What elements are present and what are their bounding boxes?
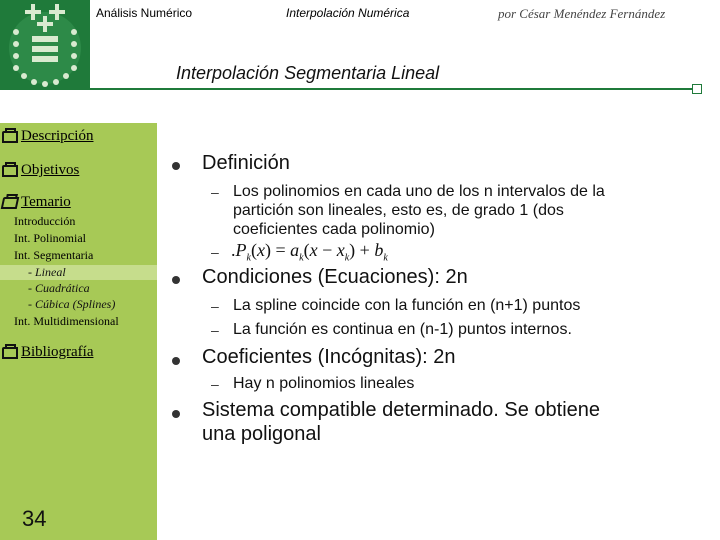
sidebar-item-int-segmentaria[interactable]: Int. Segmentaria [14, 248, 94, 262]
sidebar-item-lineal[interactable]: - Lineal [28, 265, 66, 279]
sidebar-link-label: Descripción [21, 128, 94, 144]
sidebar-item-int-polinomial[interactable]: Int. Polinomial [14, 231, 86, 245]
sidebar [0, 123, 157, 540]
bullet-icon [172, 357, 180, 365]
page-title: Interpolación Segmentaria Lineal [176, 63, 440, 83]
title-divider [80, 88, 700, 90]
bullet-sistema-line2: una poligonal [202, 423, 321, 445]
condiciones-item-1: La spline coincide con la función en (n+1) puntos [233, 297, 581, 314]
header-course: Análisis Numérico [96, 6, 193, 20]
page-number: 34 [22, 506, 47, 531]
dash-icon: – [211, 376, 219, 392]
bullet-icon [172, 410, 180, 418]
sidebar-item-introduccion[interactable]: Introducción [14, 214, 76, 228]
sidebar-link-bibliografia[interactable] [2, 344, 93, 361]
folder-icon [2, 165, 18, 177]
sidebar-item-int-multidimensional[interactable]: Int. Multidimensional [14, 314, 119, 328]
bullet-icon [172, 162, 180, 170]
definicion-text-line2: partición son lineales, esto es, de grado 1 (dos [233, 202, 564, 219]
folder-icon [2, 131, 18, 143]
bullet-condiciones: Condiciones (Ecuaciones): 2n [202, 266, 468, 288]
sidebar-link-label: Bibliografía [21, 344, 94, 360]
dash-icon: – [211, 184, 219, 200]
bullet-icon [172, 276, 180, 284]
sidebar-link-descripcion[interactable] [2, 128, 93, 145]
bullet-coeficientes: Coeficientes (Incógnitas): 2n [202, 346, 456, 368]
open-folder-icon [1, 197, 20, 209]
dash-icon: – [211, 298, 219, 314]
sidebar-link-label: Temario [21, 194, 71, 210]
header-topic: Interpolación Numérica [286, 6, 410, 20]
dash-icon: – [211, 322, 219, 338]
definicion-text-line1: Los polinomios en cada uno de los n intervalos de la [233, 183, 605, 200]
condiciones-item-2: La función es continua en (n-1) puntos internos. [233, 321, 572, 338]
sidebar-highlight-current [0, 265, 157, 280]
sidebar-link-temario[interactable] [2, 194, 71, 211]
sidebar-item-cubica-splines[interactable]: - Cúbica (Splines) [28, 297, 116, 311]
folder-icon [2, 347, 18, 359]
sidebar-link-label: Objetivos [21, 162, 80, 178]
bullet-sistema-line1: Sistema compatible determinado. Se obtiene [202, 399, 601, 421]
bullet-definicion: Definición [202, 152, 290, 174]
coeficientes-item-1: Hay n polinomios lineales [233, 375, 415, 392]
definicion-text-line3: coeficientes cada polinomio) [233, 221, 435, 238]
sidebar-link-objetivos[interactable] [2, 162, 79, 179]
header-author: por César Menéndez Fernández [498, 6, 666, 21]
sidebar-item-cuadratica[interactable]: - Cuadrática [28, 281, 90, 295]
formula-polinomio: $.P_k(x) = a_k(x - x_k) + b_k$ [231, 240, 388, 264]
dash-icon: – [211, 244, 219, 260]
university-logo [0, 0, 90, 90]
title-divider-square [692, 84, 702, 94]
